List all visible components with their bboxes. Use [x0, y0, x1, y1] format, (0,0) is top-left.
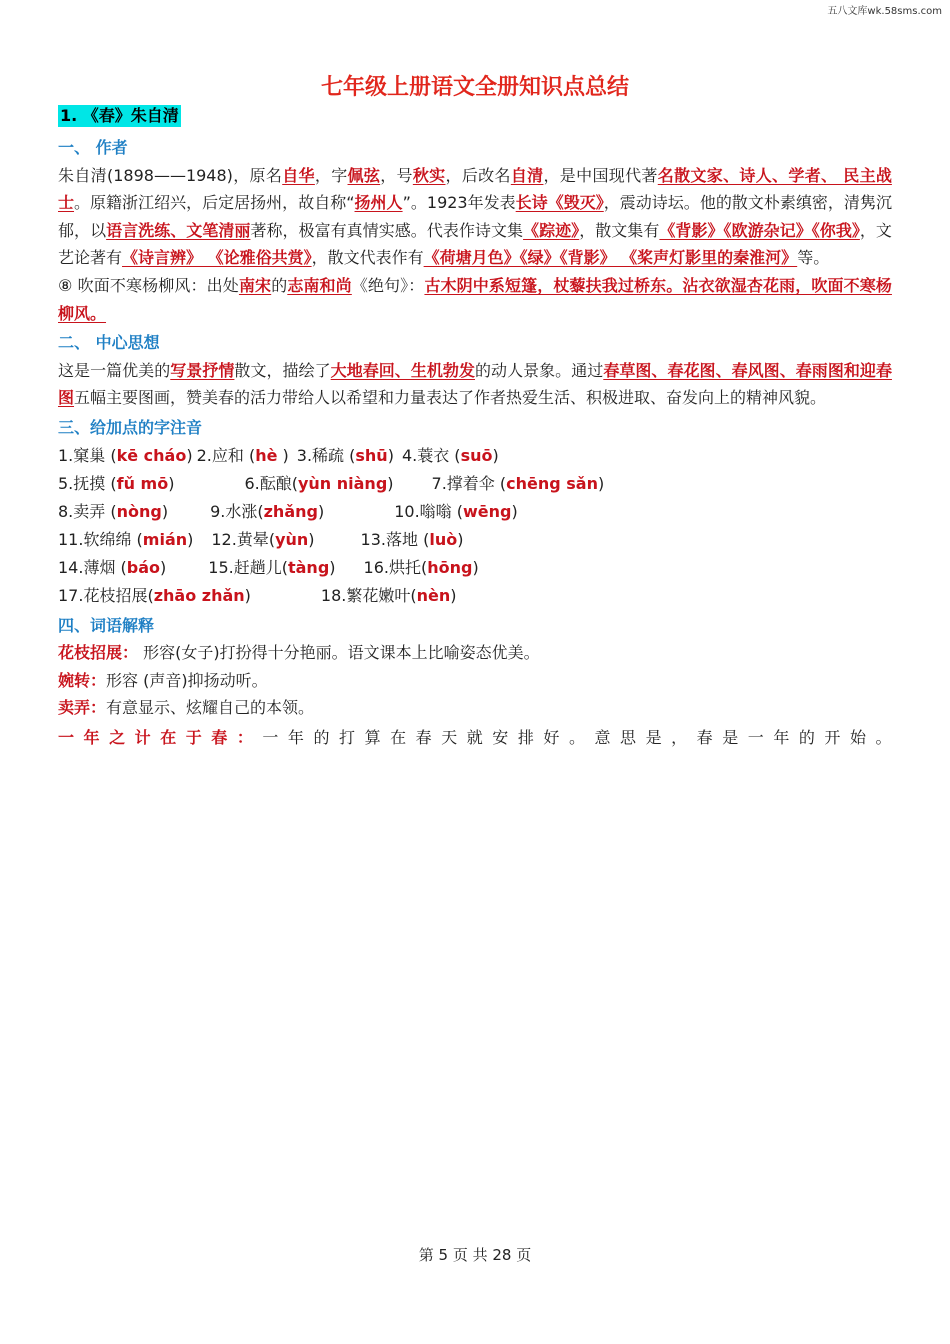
- body-text: ，后改名: [445, 165, 511, 185]
- proverb-definition-char: 年: [287, 727, 304, 747]
- body-text: 的: [271, 275, 288, 295]
- pinyin-close: ): [317, 501, 325, 521]
- pinyin-reading: luò: [429, 529, 458, 549]
- proverb-definition-char: 算: [364, 727, 381, 747]
- pinyin-reading: zhǎng: [263, 501, 318, 521]
- pinyin-close: ): [244, 585, 251, 605]
- proverb-definition-char: 安: [492, 727, 509, 747]
- document-body: [58, 102, 892, 752]
- proverb-definition-char: 一: [747, 727, 764, 747]
- body-text: ，是中国现代著: [543, 165, 658, 185]
- body-text: 等。: [797, 248, 830, 268]
- pinyin-word: 13.落地 (: [360, 529, 430, 549]
- pinyin-close: ): [492, 445, 499, 465]
- pinyin-item: [208, 554, 335, 582]
- proverb-definition-char: 意: [594, 727, 611, 747]
- pinyin-item: [58, 526, 193, 554]
- body-text: 五幅主要图画，赞美春的活力带给人以希望和力量表达了作者热爱生活、积极进取、奋发向上的精神风貌。: [74, 388, 827, 408]
- body-text: ，散文代表作有: [311, 248, 424, 268]
- theme-paragraph: [58, 357, 892, 412]
- key-point-text: 佩弦: [347, 165, 381, 185]
- pinyin-item: [58, 470, 174, 498]
- vocab-term: 婉转：: [58, 670, 107, 690]
- pinyin-word: 14.薄烟 (: [58, 557, 127, 577]
- key-point-text: 春草图、春花图、春风图、春雨图和迎春图: [58, 360, 892, 408]
- pinyin-reading: kē cháo: [116, 445, 187, 465]
- proverb-definition-char: 天: [441, 727, 458, 747]
- pinyin-item: [394, 498, 518, 526]
- pinyin-close: ): [511, 501, 518, 521]
- pinyin-reading: yùn niàng: [297, 473, 388, 493]
- key-point-text: 写景抒情: [170, 360, 235, 380]
- lesson-title: 1. 《春》朱自清: [60, 106, 179, 125]
- vocab-definition: 有意显示、炫耀自己的本领。: [106, 698, 315, 718]
- watermark: 五八文库wk.58sms.com: [827, 6, 942, 17]
- pinyin-word: 1.窠巢 (: [58, 445, 117, 465]
- pinyin-item: [364, 554, 479, 582]
- proverb-term-char: 一: [58, 727, 75, 747]
- pinyin-item: [58, 582, 251, 610]
- vocab-term: 花枝招展：: [58, 643, 139, 663]
- pinyin-word: 18.繁花嫩叶(: [320, 585, 417, 605]
- pinyin-reading: nòng: [116, 501, 162, 521]
- pinyin-reading: báo: [126, 557, 161, 577]
- pinyin-word: 6.酝酿(: [244, 473, 298, 493]
- pinyin-reading: suō: [460, 445, 493, 465]
- body-text: ，散文集有: [579, 220, 660, 240]
- pinyin-item: [197, 442, 289, 470]
- body-text: ，字: [314, 165, 348, 185]
- pinyin-close: ): [387, 445, 394, 465]
- pinyin-word: 9.水涨(: [210, 501, 264, 521]
- body-text: ”。1923年发表: [402, 193, 516, 213]
- proverb-definition-char: 打: [339, 727, 356, 747]
- section-heading-theme: 二、 中心思想: [58, 333, 160, 353]
- pinyin-word: 11.软绵绵 (: [58, 529, 143, 549]
- pinyin-row: [58, 582, 892, 610]
- proverb-definition-char: 的: [313, 727, 330, 747]
- key-point-text: 志南和尚: [287, 275, 352, 295]
- pinyin-row: [58, 498, 892, 526]
- vocab-term: 卖弄：: [58, 698, 107, 718]
- pinyin-item: [58, 498, 168, 526]
- pinyin-reading: tàng: [287, 557, 330, 577]
- proverb-term-char: 春: [211, 727, 228, 747]
- body-text: ，文艺论著有: [58, 220, 892, 268]
- pinyin-word: 3.稀疏 (: [296, 445, 356, 465]
- document-title: 七年级上册语文全册知识点总结: [320, 75, 629, 100]
- pinyin-word: 8.卖弄 (: [58, 501, 117, 521]
- pinyin-close: ): [450, 585, 457, 605]
- pinyin-list: [58, 442, 892, 610]
- proverb-term-char: 计: [134, 727, 151, 747]
- key-point-text: 长诗《毁灭》: [515, 193, 604, 213]
- proverb-definition-char: 是: [722, 727, 739, 747]
- proverb-definition-char: 春: [415, 727, 432, 747]
- key-point-text: 大地春回、生机勃发: [330, 360, 475, 380]
- body-text: 这是一篇优美的: [58, 360, 171, 380]
- pinyin-item: [361, 526, 464, 554]
- pinyin-reading: fǔ mō: [116, 473, 169, 493]
- proverb-definition-char: 春: [696, 727, 713, 747]
- pinyin-word: 10.嗡嗡 (: [394, 501, 463, 521]
- key-point-text: 《踪迹》: [523, 220, 580, 240]
- pinyin-word: 17.花枝招展(: [58, 585, 154, 605]
- pinyin-row: [58, 526, 892, 554]
- section-heading-vocab: 四、词语解释: [58, 615, 155, 635]
- pinyin-reading: shū: [355, 445, 388, 465]
- pinyin-row: [58, 470, 892, 498]
- pinyin-reading: chēng sǎn: [506, 473, 598, 493]
- pinyin-close: ): [168, 473, 175, 493]
- key-point-text: 语言洗练、文笔清丽: [106, 220, 251, 240]
- proverb-definition-char: 一: [262, 727, 279, 747]
- pinyin-reading: hè: [255, 445, 278, 465]
- proverb-definition-char: 是: [645, 727, 662, 747]
- poem-source-paragraph: [58, 272, 892, 327]
- pinyin-reading: hōng: [427, 557, 473, 577]
- author-paragraph: [58, 162, 892, 272]
- pinyin-close: ): [187, 529, 194, 549]
- pinyin-close: ): [597, 473, 605, 493]
- pinyin-item: [321, 582, 457, 610]
- key-point-text: 南宋: [238, 275, 272, 295]
- pinyin-word: 16.烘托(: [363, 557, 428, 577]
- pinyin-word: 2.应和 (: [196, 445, 256, 465]
- pinyin-reading: wēng: [462, 501, 512, 521]
- key-point-text: 自清: [510, 165, 544, 185]
- pinyin-reading: yùn: [275, 529, 309, 549]
- pinyin-item: [402, 442, 499, 470]
- pinyin-reading: zhāo zhǎn: [153, 585, 245, 605]
- pinyin-close: ): [161, 501, 169, 521]
- proverb-definition-char: 年: [773, 727, 790, 747]
- key-point-text: 秋实: [412, 165, 446, 185]
- key-point-text: 《背影》《欧游杂记》《你我》: [659, 220, 860, 240]
- proverb-definition-char: 就: [466, 727, 483, 747]
- proverb-definition-char: 好: [543, 727, 560, 747]
- body-text: 。原籍浙江绍兴，后定居扬州，故自称“: [74, 193, 355, 213]
- body-text: ，震动诗坛。他的散文朴素缜密，清隽沉郁，以: [58, 193, 892, 240]
- pinyin-word: 7.撑着伞 (: [431, 473, 507, 493]
- pinyin-word: 12.黄晕(: [211, 529, 276, 549]
- key-point-text: 自华: [282, 165, 315, 185]
- pinyin-row: [58, 442, 892, 470]
- pinyin-row: [58, 554, 892, 582]
- proverb-term-char: ：: [236, 727, 253, 747]
- pinyin-close: ): [160, 557, 167, 577]
- body-text: 朱自清(1898——1948)，原名: [58, 165, 283, 185]
- pinyin-word: 15.赶趟儿(: [208, 557, 288, 577]
- proverb-definition-char: ，: [671, 727, 688, 747]
- key-point-text: 名散文家、诗人、学者、 民主战士: [58, 165, 892, 213]
- vocab-definition: 形容(女子)打扮得十分艳丽。语文课本上比喻姿态优美。: [138, 643, 540, 663]
- body-text: 《绝句》：: [351, 275, 425, 295]
- pinyin-close: ): [387, 473, 394, 493]
- proverb-definition-char: 的: [798, 727, 815, 747]
- body-text: 散文，描绘了: [234, 360, 331, 380]
- proverb-definition-char: 始: [849, 727, 866, 747]
- pinyin-word: 4.蓑衣 (: [401, 445, 461, 465]
- vocab-list: [58, 639, 892, 722]
- section-heading-author: 一、 作者: [58, 138, 128, 157]
- key-point-text: 古木阴中系短篷，杖藜扶我过桥东。沾衣欲湿杏花雨，吹面不寒杨柳风。: [58, 275, 892, 323]
- body-text: 著称，极富有真情实感。代表作诗文集: [250, 220, 524, 240]
- vocab-entry: [58, 667, 892, 695]
- key-point-text: 扬州人: [354, 193, 403, 213]
- proverb-line: [58, 724, 892, 752]
- vocab-entry: [58, 639, 892, 667]
- pinyin-item: [297, 442, 394, 470]
- pinyin-close: ): [186, 445, 193, 465]
- proverb-definition-char: 思: [620, 727, 637, 747]
- page-footer: 第 5 页 共 28 页: [418, 1246, 532, 1264]
- proverb-term-char: 在: [160, 727, 177, 747]
- proverb-definition-char: 开: [824, 727, 841, 747]
- proverb-definition-char: 。: [875, 727, 892, 747]
- proverb-term-char: 之: [109, 727, 126, 747]
- pinyin-close: ): [329, 557, 336, 577]
- proverb-definition-char: 排: [517, 727, 534, 747]
- pinyin-item: [210, 498, 324, 526]
- body-text: ，号: [380, 165, 413, 185]
- pinyin-close: ): [277, 445, 289, 465]
- proverb-term-char: 年: [83, 727, 100, 747]
- pinyin-item: [432, 470, 605, 498]
- pinyin-word: 5.抚摸 (: [58, 473, 117, 493]
- pinyin-reading: mián: [142, 529, 188, 549]
- body-text: 的动人景象。通过: [475, 360, 604, 380]
- proverb-term-char: 于: [185, 727, 202, 747]
- vocab-definition: 形容 (声音)抑扬动听。: [106, 670, 268, 690]
- proverb-definition-char: 。: [568, 727, 585, 747]
- pinyin-close: ): [308, 529, 315, 549]
- vocab-entry: [58, 694, 892, 722]
- pinyin-close: ): [472, 557, 479, 577]
- pinyin-item: [211, 526, 314, 554]
- pinyin-close: ): [457, 529, 464, 549]
- section-heading-pinyin: 三、给加点的字注音: [58, 417, 203, 437]
- body-text: ⑧ 吹面不寒杨柳风：出处: [58, 275, 239, 295]
- pinyin-reading: nèn: [416, 585, 451, 605]
- pinyin-item: [244, 470, 393, 498]
- key-point-text: 《诗言辨》 《论雅俗共赏》: [122, 248, 312, 268]
- pinyin-item: [58, 554, 166, 582]
- pinyin-item: [58, 442, 193, 470]
- key-point-text: 《荷塘月色》《绿》《背影》 《桨声灯影里的秦淮河》: [423, 248, 798, 268]
- proverb-definition-char: 在: [390, 727, 407, 747]
